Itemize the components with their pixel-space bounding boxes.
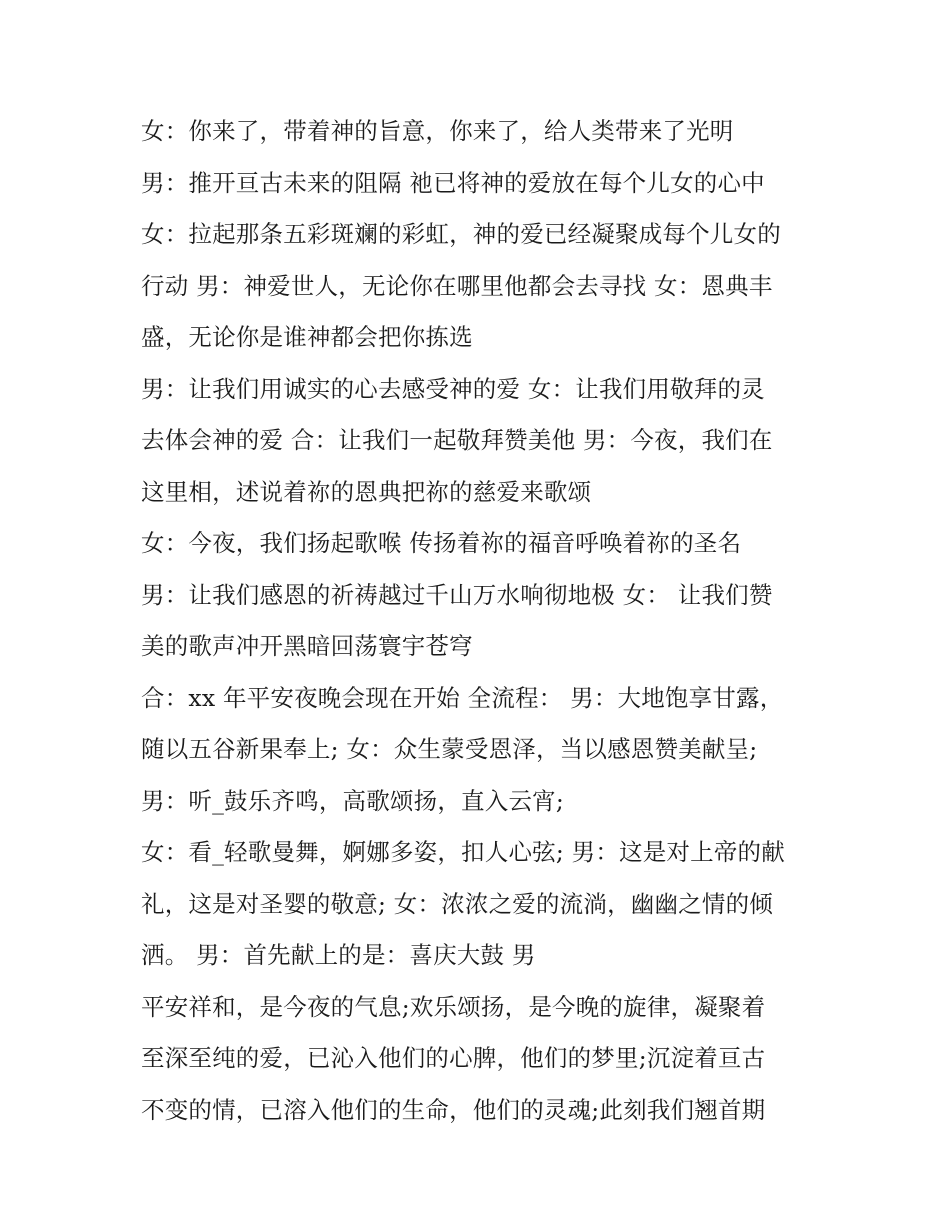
text-line: 男：听_鼓乐齐鸣，高歌颂扬，直入云宵; [141,786,564,815]
text-line: 行动 男：神爱世人，无论你在哪里他都会去寻找 女：恩典丰 [141,271,773,300]
text-line: 女：看_轻歌曼舞，婀娜多姿，扣人心弦; 男：这是对上帝的献 [141,838,785,866]
text-line: 不变的情，已溶入他们的生命，他们的灵魂;此刻我们翘首期 [141,1095,766,1124]
text-line: 美的歌声冲开黑暗回荡寰宇苍穹 [141,632,473,660]
text-line: 礼，这是对圣婴的敬意; 女：浓浓之爱的流淌，幽幽之情的倾 [141,889,773,918]
text-line: 洒。 男：首先献上的是：喜庆大鼓 男 [141,941,536,969]
text-line: 合：xx 年平安夜晚会现在开始 全流程： 男：大地饱享甘露， [141,683,784,712]
text-line: 男：推开亘古未来的阻隔 祂已将神的爱放在每个儿女的心中 [141,168,765,197]
text-line: 女：拉起那条五彩斑斓的彩虹，神的爱已经凝聚成每个儿女的 [141,220,781,248]
text-line: 女：今夜，我们扬起歌喉 传扬着祢的福音呼唤着祢的圣名 [141,529,742,557]
text-line: 女：你来了，带着神的旨意，你来了，给人类带来了光明 [141,117,734,145]
text-line: 平安祥和，是今夜的气息;欢乐颂扬，是今晚的旋律，凝聚着 [141,992,766,1021]
text-line: 随以五谷新果奉上; 女：众生蒙受恩泽，当以感恩赞美献呈; [141,735,758,763]
text-line: 去体会神的爱 合：让我们一起敬拜赞美他 男：今夜，我们在 [141,426,773,454]
text-line: 这里相，述说着祢的恩典把祢的慈爱来歌颂 [141,477,592,506]
text-line: 盛，无论你是谁神都会把你拣选 [141,323,473,351]
text-line: 男：让我们感恩的祈祷越过千山万水响彻地极 女： 让我们赞 [141,580,773,609]
document-body [141,106,821,1136]
text-line: 男：让我们用诚实的心去感受神的爱 女：让我们用敬拜的灵 [141,374,765,403]
text-line: 至深至纯的爱，已沁入他们的心脾，他们的梦里;沉淀着亘古 [141,1044,766,1072]
